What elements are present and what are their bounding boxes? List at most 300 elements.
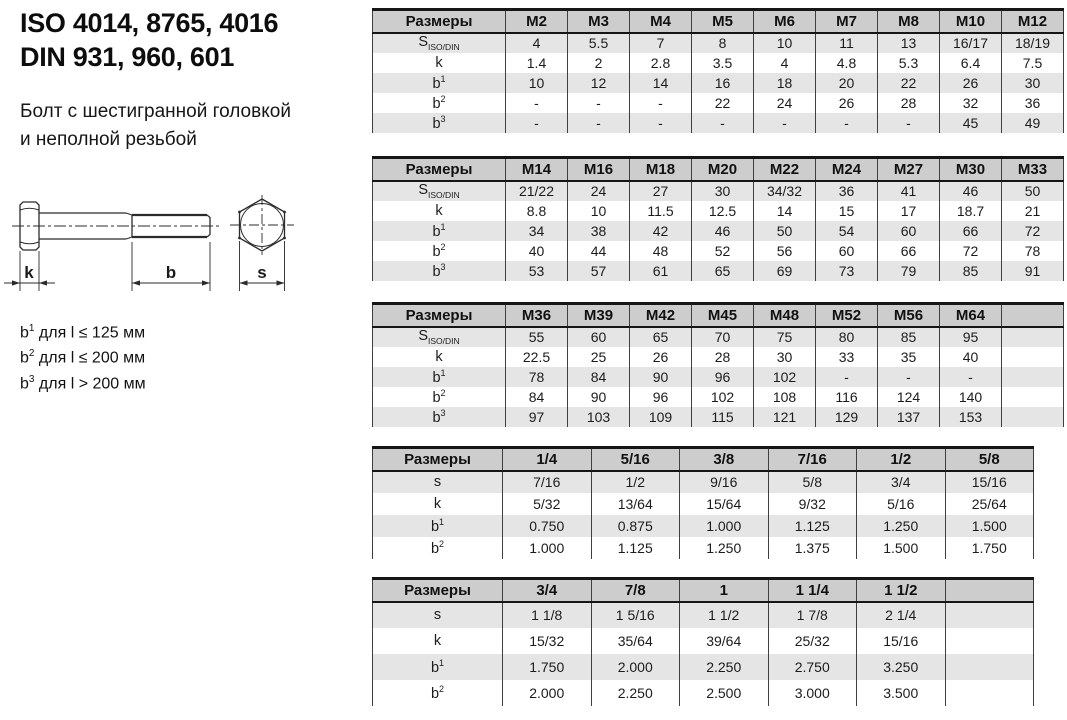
table-row: [373, 537, 1034, 559]
table-row: [373, 181, 1064, 201]
value-cell: 15/16: [857, 628, 946, 654]
row-label-base: b: [430, 685, 440, 702]
head-chamfer-arc-top: [20, 208, 39, 210]
value-cell: 28: [692, 347, 754, 367]
dim-label-b: b: [165, 263, 177, 282]
size-header-cell: M39: [568, 304, 630, 327]
value-cell: 13: [878, 33, 940, 53]
size-header-cell: M20: [692, 158, 754, 181]
table-row: [373, 93, 1064, 113]
value-cell: -: [630, 113, 692, 133]
size-header-cell: 1 1/2: [857, 579, 946, 602]
value-cell: 72: [1002, 221, 1064, 241]
value-cell: 3.500: [857, 680, 946, 706]
row-label-base: k: [435, 54, 443, 71]
footnote-line: [20, 318, 146, 343]
row-label-base: b: [432, 243, 441, 260]
row-label-superscript: 2: [440, 241, 446, 252]
value-cell: 22.5: [506, 347, 568, 367]
value-cell: [1002, 407, 1064, 427]
value-cell: 80: [816, 327, 878, 347]
value-cell: 6.4: [940, 53, 1002, 73]
row-label-base: b: [432, 369, 441, 386]
value-cell: -: [878, 113, 940, 133]
value-cell: 55: [506, 327, 568, 347]
row-label: [373, 201, 506, 221]
value-cell: 84: [506, 387, 568, 407]
footnote-superscript: 2: [28, 348, 35, 360]
value-cell: 32: [940, 93, 1002, 113]
value-cell: 79: [878, 261, 940, 281]
row-label-base: S: [418, 328, 428, 345]
value-cell: 26: [816, 93, 878, 113]
value-cell: 54: [816, 221, 878, 241]
size-header-cell: M18: [630, 158, 692, 181]
value-cell: 25/64: [945, 493, 1034, 515]
value-cell: [1002, 347, 1064, 367]
row-label-superscript: 1: [439, 516, 445, 527]
table-row: [373, 602, 1034, 628]
value-cell: 46: [692, 221, 754, 241]
value-cell: 11.5: [630, 201, 692, 221]
value-cell: 90: [630, 367, 692, 387]
value-cell: 18: [754, 73, 816, 93]
value-cell: 1.000: [680, 515, 769, 537]
value-cell: 35: [878, 347, 940, 367]
dimensions-header-cell: Размеры: [373, 579, 503, 602]
value-cell: 2.000: [591, 654, 680, 680]
row-label-superscript: 1: [439, 657, 445, 668]
value-cell: 3.5: [692, 53, 754, 73]
row-label: [373, 367, 506, 387]
value-cell: 17: [878, 201, 940, 221]
row-label-base: k: [433, 632, 442, 649]
value-cell: 57: [568, 261, 630, 281]
value-cell: 84: [568, 367, 630, 387]
value-cell: 53: [506, 261, 568, 281]
size-header-cell: M7: [816, 10, 878, 33]
value-cell: 30: [1002, 73, 1064, 93]
footnote-text: для l ≤ 200 мм: [34, 349, 146, 367]
value-cell: 1.250: [857, 515, 946, 537]
value-cell: 0.750: [503, 515, 592, 537]
size-header-cell: M22: [754, 158, 816, 181]
header-row: [373, 579, 1034, 602]
row-label-base: b: [432, 115, 441, 132]
value-cell: 40: [506, 241, 568, 261]
value-cell: 30: [754, 347, 816, 367]
value-cell: 1.750: [945, 537, 1034, 559]
value-cell: 2.750: [768, 654, 857, 680]
value-cell: 129: [816, 407, 878, 427]
value-cell: 26: [630, 347, 692, 367]
dim-label-s: s: [257, 263, 267, 282]
row-label-base: b: [432, 389, 441, 406]
value-cell: 8: [692, 33, 754, 53]
table-inch-14-to-58: [372, 446, 1034, 559]
value-cell: 91: [1002, 261, 1064, 281]
value-cell: 72: [940, 241, 1002, 261]
dimensions-table: [372, 446, 1034, 559]
value-cell: -: [630, 93, 692, 113]
size-header-cell: M10: [940, 10, 1002, 33]
value-cell: 30: [692, 181, 754, 201]
table-row: [373, 113, 1064, 133]
row-label: [373, 387, 506, 407]
value-cell: 20: [816, 73, 878, 93]
row-label: [373, 221, 506, 241]
value-cell: 116: [816, 387, 878, 407]
value-cell: 1.500: [945, 515, 1034, 537]
value-cell: 102: [754, 367, 816, 387]
table-row: [373, 493, 1034, 515]
value-cell: 65: [692, 261, 754, 281]
row-label: [373, 515, 503, 537]
value-cell: [945, 654, 1034, 680]
header-row: [373, 304, 1064, 327]
b-arrow-left: [132, 280, 140, 285]
value-cell: 78: [1002, 241, 1064, 261]
value-cell: 5.3: [878, 53, 940, 73]
value-cell: -: [506, 113, 568, 133]
value-cell: 12: [568, 73, 630, 93]
size-header-cell: M52: [816, 304, 878, 327]
value-cell: 65: [630, 327, 692, 347]
value-cell: [1002, 327, 1064, 347]
row-label: [373, 327, 506, 347]
value-cell: 1.125: [768, 515, 857, 537]
value-cell: 46: [940, 181, 1002, 201]
value-cell: 153: [940, 407, 1002, 427]
value-cell: 3.250: [857, 654, 946, 680]
value-cell: 3.000: [768, 680, 857, 706]
value-cell: 96: [692, 367, 754, 387]
value-cell: 26: [940, 73, 1002, 93]
table-row: [373, 407, 1064, 427]
table-metric-m2-m12: [372, 8, 1064, 133]
row-label-superscript: 3: [440, 407, 446, 418]
row-label: [373, 241, 506, 261]
table-row: [373, 201, 1064, 221]
table-row: [373, 73, 1064, 93]
value-cell: 1.125: [591, 537, 680, 559]
table-metric-m36-m64: [372, 302, 1064, 427]
row-label: [373, 73, 506, 93]
value-cell: [945, 602, 1034, 628]
value-cell: 24: [568, 181, 630, 201]
table-inch-34-to-1-12: [372, 577, 1034, 706]
value-cell: -: [754, 113, 816, 133]
table-row: [373, 387, 1064, 407]
value-cell: 5/8: [768, 471, 857, 493]
value-cell: 70: [692, 327, 754, 347]
value-cell: [1002, 367, 1064, 387]
size-header-cell: M33: [1002, 158, 1064, 181]
row-label-base: k: [433, 495, 442, 512]
value-cell: 10: [568, 201, 630, 221]
value-cell: 66: [878, 241, 940, 261]
table-row: [373, 33, 1064, 53]
row-label: [373, 113, 506, 133]
footnote-text: для l ≤ 125 мм: [34, 324, 146, 342]
value-cell: 44: [568, 241, 630, 261]
value-cell: 5/32: [503, 493, 592, 515]
row-label-superscript: 1: [440, 221, 446, 232]
title-block: [20, 6, 291, 154]
footnote-symbol: b: [20, 349, 29, 367]
row-label-base: b: [432, 75, 441, 92]
value-cell: 85: [940, 261, 1002, 281]
size-header-cell: M48: [754, 304, 816, 327]
value-cell: 1.4: [506, 53, 568, 73]
value-cell: 9/32: [768, 493, 857, 515]
table-row: [373, 241, 1064, 261]
value-cell: 90: [568, 387, 630, 407]
row-label-superscript: 2: [439, 538, 445, 549]
k-arrow-left: [12, 280, 20, 285]
value-cell: 1.000: [503, 537, 592, 559]
value-cell: 96: [630, 387, 692, 407]
size-header-cell: M30: [940, 158, 1002, 181]
value-cell: 14: [630, 73, 692, 93]
row-label-base: S: [418, 182, 428, 199]
row-label-base: b: [432, 95, 441, 112]
row-label-superscript: 1: [440, 73, 446, 84]
value-cell: 7: [630, 33, 692, 53]
value-cell: 1.500: [857, 537, 946, 559]
bolt-technical-drawing: [0, 190, 330, 320]
value-cell: 124: [878, 387, 940, 407]
header-row: [373, 10, 1064, 33]
value-cell: 16/17: [940, 33, 1002, 53]
value-cell: 4: [754, 53, 816, 73]
value-cell: -: [506, 93, 568, 113]
value-cell: 34: [506, 221, 568, 241]
table-row: [373, 327, 1064, 347]
value-cell: -: [568, 93, 630, 113]
size-header-cell: 7/8: [591, 579, 680, 602]
row-label-base: b: [432, 223, 441, 240]
row-label-base: S: [418, 34, 428, 51]
value-cell: 10: [754, 33, 816, 53]
size-header-cell: M12: [1002, 10, 1064, 33]
footnote-symbol: b: [20, 374, 29, 392]
value-cell: 102: [692, 387, 754, 407]
footnote-line: [20, 343, 146, 368]
value-cell: 22: [878, 73, 940, 93]
value-cell: 61: [630, 261, 692, 281]
row-label: [373, 680, 503, 706]
dimensions-table: [372, 302, 1064, 427]
size-header-cell: M16: [568, 158, 630, 181]
table-row: [373, 471, 1034, 493]
value-cell: 50: [1002, 181, 1064, 201]
table-row: [373, 347, 1064, 367]
size-header-cell: M5: [692, 10, 754, 33]
value-cell: 2 1/4: [857, 602, 946, 628]
standards-din-line: DIN 931, 960, 601: [20, 42, 235, 72]
row-label: [373, 347, 506, 367]
value-cell: 35/64: [591, 628, 680, 654]
value-cell: 85: [878, 327, 940, 347]
value-cell: 2.000: [503, 680, 592, 706]
row-label-superscript: 2: [440, 93, 446, 104]
value-cell: 140: [940, 387, 1002, 407]
s-arrow-left: [240, 280, 248, 285]
value-cell: 0.875: [591, 515, 680, 537]
table-row: [373, 221, 1064, 241]
value-cell: 34/32: [754, 181, 816, 201]
value-cell: 36: [816, 181, 878, 201]
row-label-superscript: 3: [440, 113, 446, 124]
value-cell: 11: [816, 33, 878, 53]
size-header-cell: 1: [680, 579, 769, 602]
value-cell: 18.7: [940, 201, 1002, 221]
size-header-cell: 1/2: [857, 448, 946, 471]
value-cell: 2: [568, 53, 630, 73]
value-cell: 16: [692, 73, 754, 93]
size-header-cell: 3/8: [680, 448, 769, 471]
value-cell: [945, 680, 1034, 706]
value-cell: 40: [940, 347, 1002, 367]
table-row: [373, 654, 1034, 680]
value-cell: -: [816, 367, 878, 387]
dimensions-header-cell: Размеры: [373, 448, 503, 471]
value-cell: 7.5: [1002, 53, 1064, 73]
value-cell: 1.375: [768, 537, 857, 559]
row-label: [373, 493, 503, 515]
value-cell: [945, 628, 1034, 654]
standards-iso-line: ISO 4014, 8765, 4016: [20, 8, 279, 38]
value-cell: 4.8: [816, 53, 878, 73]
value-cell: 2.8: [630, 53, 692, 73]
value-cell: 60: [816, 241, 878, 261]
size-header-cell: 1/4: [503, 448, 592, 471]
dimensions-table: [372, 8, 1064, 133]
size-header-cell: 7/16: [768, 448, 857, 471]
size-header-cell: M8: [878, 10, 940, 33]
value-cell: 56: [754, 241, 816, 261]
size-header-cell: [1002, 304, 1064, 327]
row-label-base: b: [430, 659, 440, 676]
value-cell: 115: [692, 407, 754, 427]
value-cell: -: [940, 367, 1002, 387]
size-header-cell: 5/8: [945, 448, 1034, 471]
value-cell: -: [878, 367, 940, 387]
row-label: [373, 654, 503, 680]
size-header-cell: 5/16: [591, 448, 680, 471]
footnote-superscript: 1: [28, 323, 35, 334]
value-cell: 15/64: [680, 493, 769, 515]
value-cell: 5/16: [857, 493, 946, 515]
row-label: [373, 261, 506, 281]
k-arrow-right: [39, 280, 47, 285]
row-label-base: k: [435, 202, 443, 219]
size-header-cell: M24: [816, 158, 878, 181]
value-cell: 73: [816, 261, 878, 281]
value-cell: 15/32: [503, 628, 592, 654]
value-cell: 33: [816, 347, 878, 367]
value-cell: 1 1/8: [503, 602, 592, 628]
value-cell: 45: [940, 113, 1002, 133]
value-cell: 95: [940, 327, 1002, 347]
value-cell: 15: [816, 201, 878, 221]
value-cell: 15/16: [945, 471, 1034, 493]
value-cell: 2.250: [680, 654, 769, 680]
row-label-superscript: 2: [440, 387, 446, 398]
footnotes: [20, 318, 146, 394]
value-cell: 49: [1002, 113, 1064, 133]
size-header-cell: M6: [754, 10, 816, 33]
table-row: [373, 261, 1064, 281]
size-header-cell: M4: [630, 10, 692, 33]
dimensions-header-cell: Размеры: [373, 158, 506, 181]
b-arrow-right: [202, 280, 210, 285]
head-chamfer-arc-bottom: [20, 242, 39, 244]
value-cell: [1002, 387, 1064, 407]
footnote-superscript: 3: [28, 373, 35, 385]
size-header-cell: M36: [506, 304, 568, 327]
subtitle-line-2: и неполной резьбой: [20, 129, 197, 150]
row-label-base: b: [432, 263, 441, 280]
value-cell: 48: [630, 241, 692, 261]
row-label-superscript: 2: [439, 683, 445, 694]
value-cell: 25/32: [768, 628, 857, 654]
value-cell: 97: [506, 407, 568, 427]
value-cell: 8.8: [506, 201, 568, 221]
value-cell: 1.250: [680, 537, 769, 559]
size-header-cell: 3/4: [503, 579, 592, 602]
footnote-line: [20, 369, 146, 394]
dimensions-table: [372, 156, 1064, 281]
size-header-cell: 1 1/4: [768, 579, 857, 602]
row-label: [373, 628, 503, 654]
row-label-base: b: [430, 540, 440, 557]
table-row: [373, 515, 1034, 537]
value-cell: 42: [630, 221, 692, 241]
dimensions-header-cell: Размеры: [373, 10, 506, 33]
value-cell: 21: [1002, 201, 1064, 221]
s-arrow-right: [277, 280, 285, 285]
row-label-base: b: [430, 518, 440, 535]
value-cell: 12.5: [692, 201, 754, 221]
dim-label-k: k: [24, 263, 34, 282]
row-label-subscript: ISO/DIN: [428, 189, 460, 200]
dimensions-table: [372, 577, 1034, 706]
value-cell: 1.750: [503, 654, 592, 680]
value-cell: 3/4: [857, 471, 946, 493]
size-header-cell: M14: [506, 158, 568, 181]
value-cell: 1/2: [591, 471, 680, 493]
value-cell: 36: [1002, 93, 1064, 113]
size-header-cell: M42: [630, 304, 692, 327]
value-cell: 103: [568, 407, 630, 427]
value-cell: 69: [754, 261, 816, 281]
value-cell: -: [816, 113, 878, 133]
value-cell: 10: [506, 73, 568, 93]
size-header-cell: M27: [878, 158, 940, 181]
row-label: [373, 181, 506, 201]
table-row: [373, 680, 1034, 706]
row-label: [373, 537, 503, 559]
bolt-side-view: [12, 202, 222, 250]
row-label-base: s: [433, 607, 442, 623]
size-header-cell: M45: [692, 304, 754, 327]
value-cell: 121: [754, 407, 816, 427]
value-cell: 41: [878, 181, 940, 201]
subtitle-line-1: Болт с шестигранной головкой: [20, 101, 291, 122]
row-label: [373, 602, 503, 628]
